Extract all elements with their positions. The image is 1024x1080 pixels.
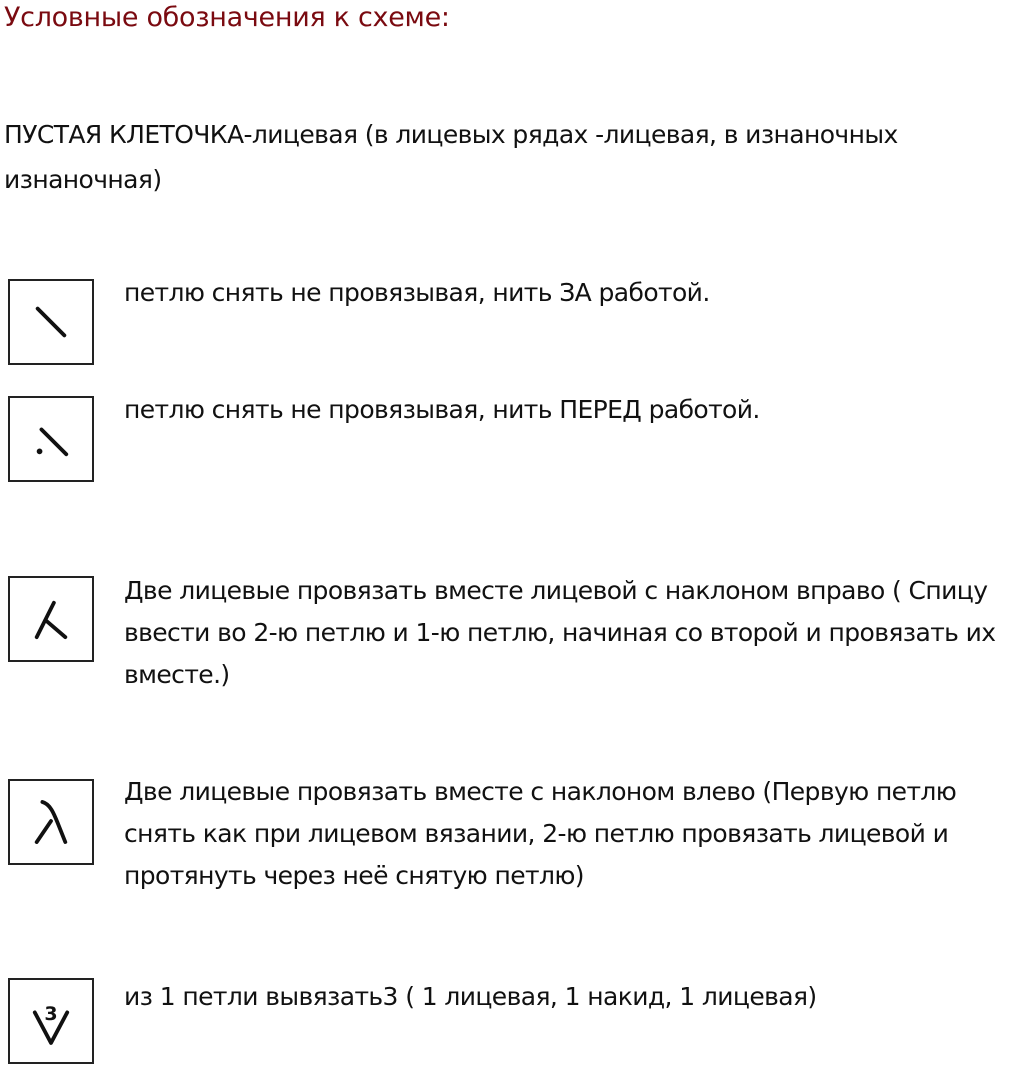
ssk-left-slant-icon (8, 779, 94, 865)
intro-text: ПУСТАЯ КЛЕТОЧКА-лицевая (в лицевых рядах -лицевая, в изнаночных изнаночная) (4, 120, 898, 194)
increase-count-label: 3 (44, 1003, 58, 1026)
legend-text-increase-1-to-3: из 1 петли вывязать3 ( 1 лицевая, 1 накид, 1 лицевая) (124, 982, 817, 1011)
legend-text-k2tog-right: Две лицевые провязать вместе лицевой с наклоном вправо ( Спицу ввести во 2-ю петлю и 1-ю петлю, начиная со второй и провязать их вместе.) (124, 576, 996, 689)
legend-text-slip-yarn-front: петлю снять не провязывая, нить ПЕРЕД работой. (124, 395, 760, 424)
slip-stitch-yarn-front-icon (8, 396, 94, 482)
legend-text-ssk-left: Две лицевые провязать вместе с наклоном влево (Первую петлю снять как при лицевом вязании, 2-ю петлю провязать лицевой и протянуть через неё снятую петлю) (124, 777, 957, 890)
k2tog-right-slant-icon (8, 576, 94, 662)
page-title: Условные обозначения к схеме: (4, 2, 450, 33)
increase-1-to-3-icon (8, 978, 94, 1064)
legend-text-slip-yarn-back: петлю снять не провязывая, нить ЗА работой. (124, 278, 710, 307)
slip-stitch-yarn-back-icon (8, 279, 94, 365)
